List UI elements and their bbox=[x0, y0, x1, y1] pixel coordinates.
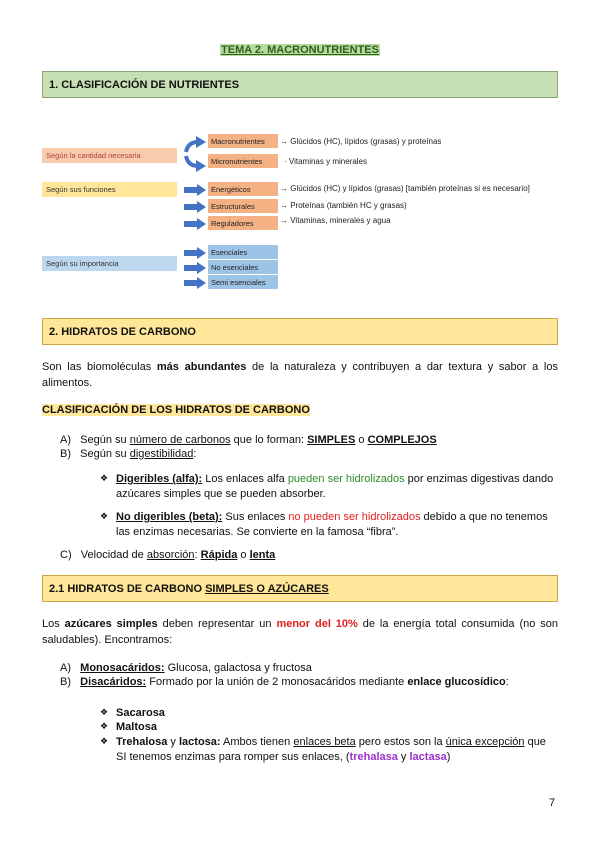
item-macronutrientes: Macronutrientes bbox=[208, 134, 278, 148]
section-2-1-heading: 2.1 HIDRATOS DE CARBONO SIMPLES O AZÚCARES bbox=[42, 575, 558, 602]
arrow-right-icon bbox=[184, 218, 206, 230]
diamond-bullet-icon: ❖ bbox=[100, 511, 109, 521]
arrow-right-icon bbox=[184, 262, 206, 274]
item-esenciales: Esenciales bbox=[208, 245, 278, 259]
intro-paragraph: Son las biomoléculas más abundantes de la naturaleza y contribuyen a dar textura y sabor a los alimentos. bbox=[42, 361, 558, 389]
desc-macronutrientes: → Glúcidos (HC), lípidos (grasas) y proteínas bbox=[280, 137, 442, 146]
item-micronutrientes: Micronutrientes bbox=[208, 154, 278, 168]
desc-energeticos: → Glúcidos (HC) y lípidos (grasas) [también proteínas si es necesario] bbox=[280, 184, 530, 193]
desc-micronutrientes: · Vitaminas y minerales bbox=[284, 157, 367, 166]
group-label-cantidad: Según la cantidad necesaria bbox=[42, 148, 177, 163]
item-reguladores: Reguladores bbox=[208, 216, 278, 230]
page-number: 7 bbox=[549, 797, 556, 809]
section-2-heading: 2. HIDRATOS DE CARBONO bbox=[42, 318, 558, 345]
item-no-esenciales: No esenciales bbox=[208, 260, 278, 274]
diamond-bullet-icon: ❖ bbox=[100, 721, 109, 731]
item-energeticos: Energéticos bbox=[208, 182, 278, 196]
document-title: TEMA 2. MACRONUTRIENTES bbox=[221, 44, 379, 56]
sacarosa-item: Sacarosa bbox=[116, 707, 165, 719]
arrow-right-icon bbox=[184, 277, 206, 289]
list-item-a: A) Según su número de carbonos que lo forman: SIMPLES o COMPLEJOS bbox=[60, 434, 437, 446]
no-digeribles-item: No digeribles (beta): Sus enlaces no pueden ser hidrolizados debido a que no tenemos las enzimas necesarias. Se convierte en la famosa “fibra”. bbox=[116, 511, 548, 538]
arrow-right-icon bbox=[184, 247, 206, 259]
simple-sugars-paragraph: Los azúcares simples deben representar un menor del 10% de la energía total consumida (no son saludables). Encontramos: bbox=[42, 618, 558, 646]
item-semi-esenciales: Semi esenciales bbox=[208, 275, 278, 289]
diamond-bullet-icon: ❖ bbox=[100, 736, 109, 746]
list-item-b: B) Según su digestibilidad: bbox=[60, 448, 197, 460]
item-estructurales: Estructurales bbox=[208, 199, 278, 213]
monosacaridos-item: A) Monosacáridos: Glucosa, galactosa y fructosa bbox=[60, 662, 312, 674]
group-label-funciones: Según sus funciones bbox=[42, 182, 177, 197]
disacaridos-item: B) Disacáridos: Formado por la unión de 2 monosacáridos mediante enlace glucosídico: bbox=[60, 676, 509, 688]
desc-reguladores: → Vitaminas, minerales y agua bbox=[280, 216, 391, 225]
classification-diagram bbox=[42, 130, 562, 300]
digeribles-item: Digeribles (alfa): Los enlaces alfa pueden ser hidrolizados por enzimas digestivas dando azúcares simples que se pueden absorber. bbox=[116, 473, 554, 500]
curved-arrows-icon bbox=[184, 136, 206, 172]
desc-estructurales: → Proteínas (también HC y grasas) bbox=[280, 201, 407, 210]
section-1-heading: 1. CLASIFICACIÓN DE NUTRIENTES bbox=[42, 71, 558, 98]
diamond-bullet-icon: ❖ bbox=[100, 707, 109, 717]
diamond-bullet-icon: ❖ bbox=[100, 473, 109, 483]
classification-subheading: CLASIFICACIÓN DE LOS HIDRATOS DE CARBONO bbox=[42, 404, 310, 416]
arrow-right-icon bbox=[184, 201, 206, 213]
group-label-importancia: Según su importancia bbox=[42, 256, 177, 271]
list-item-c: C) Velocidad de absorción: Rápida o lenta bbox=[60, 549, 276, 561]
trehalosa-lactosa-item: Trehalosa y lactosa: Ambos tienen enlaces beta pero estos son la única excepción que SI tenemos enzimas para romper sus enlaces, (trehalasa y lactasa) bbox=[116, 736, 546, 763]
arrow-right-icon bbox=[184, 184, 206, 196]
maltosa-item: Maltosa bbox=[116, 721, 157, 733]
